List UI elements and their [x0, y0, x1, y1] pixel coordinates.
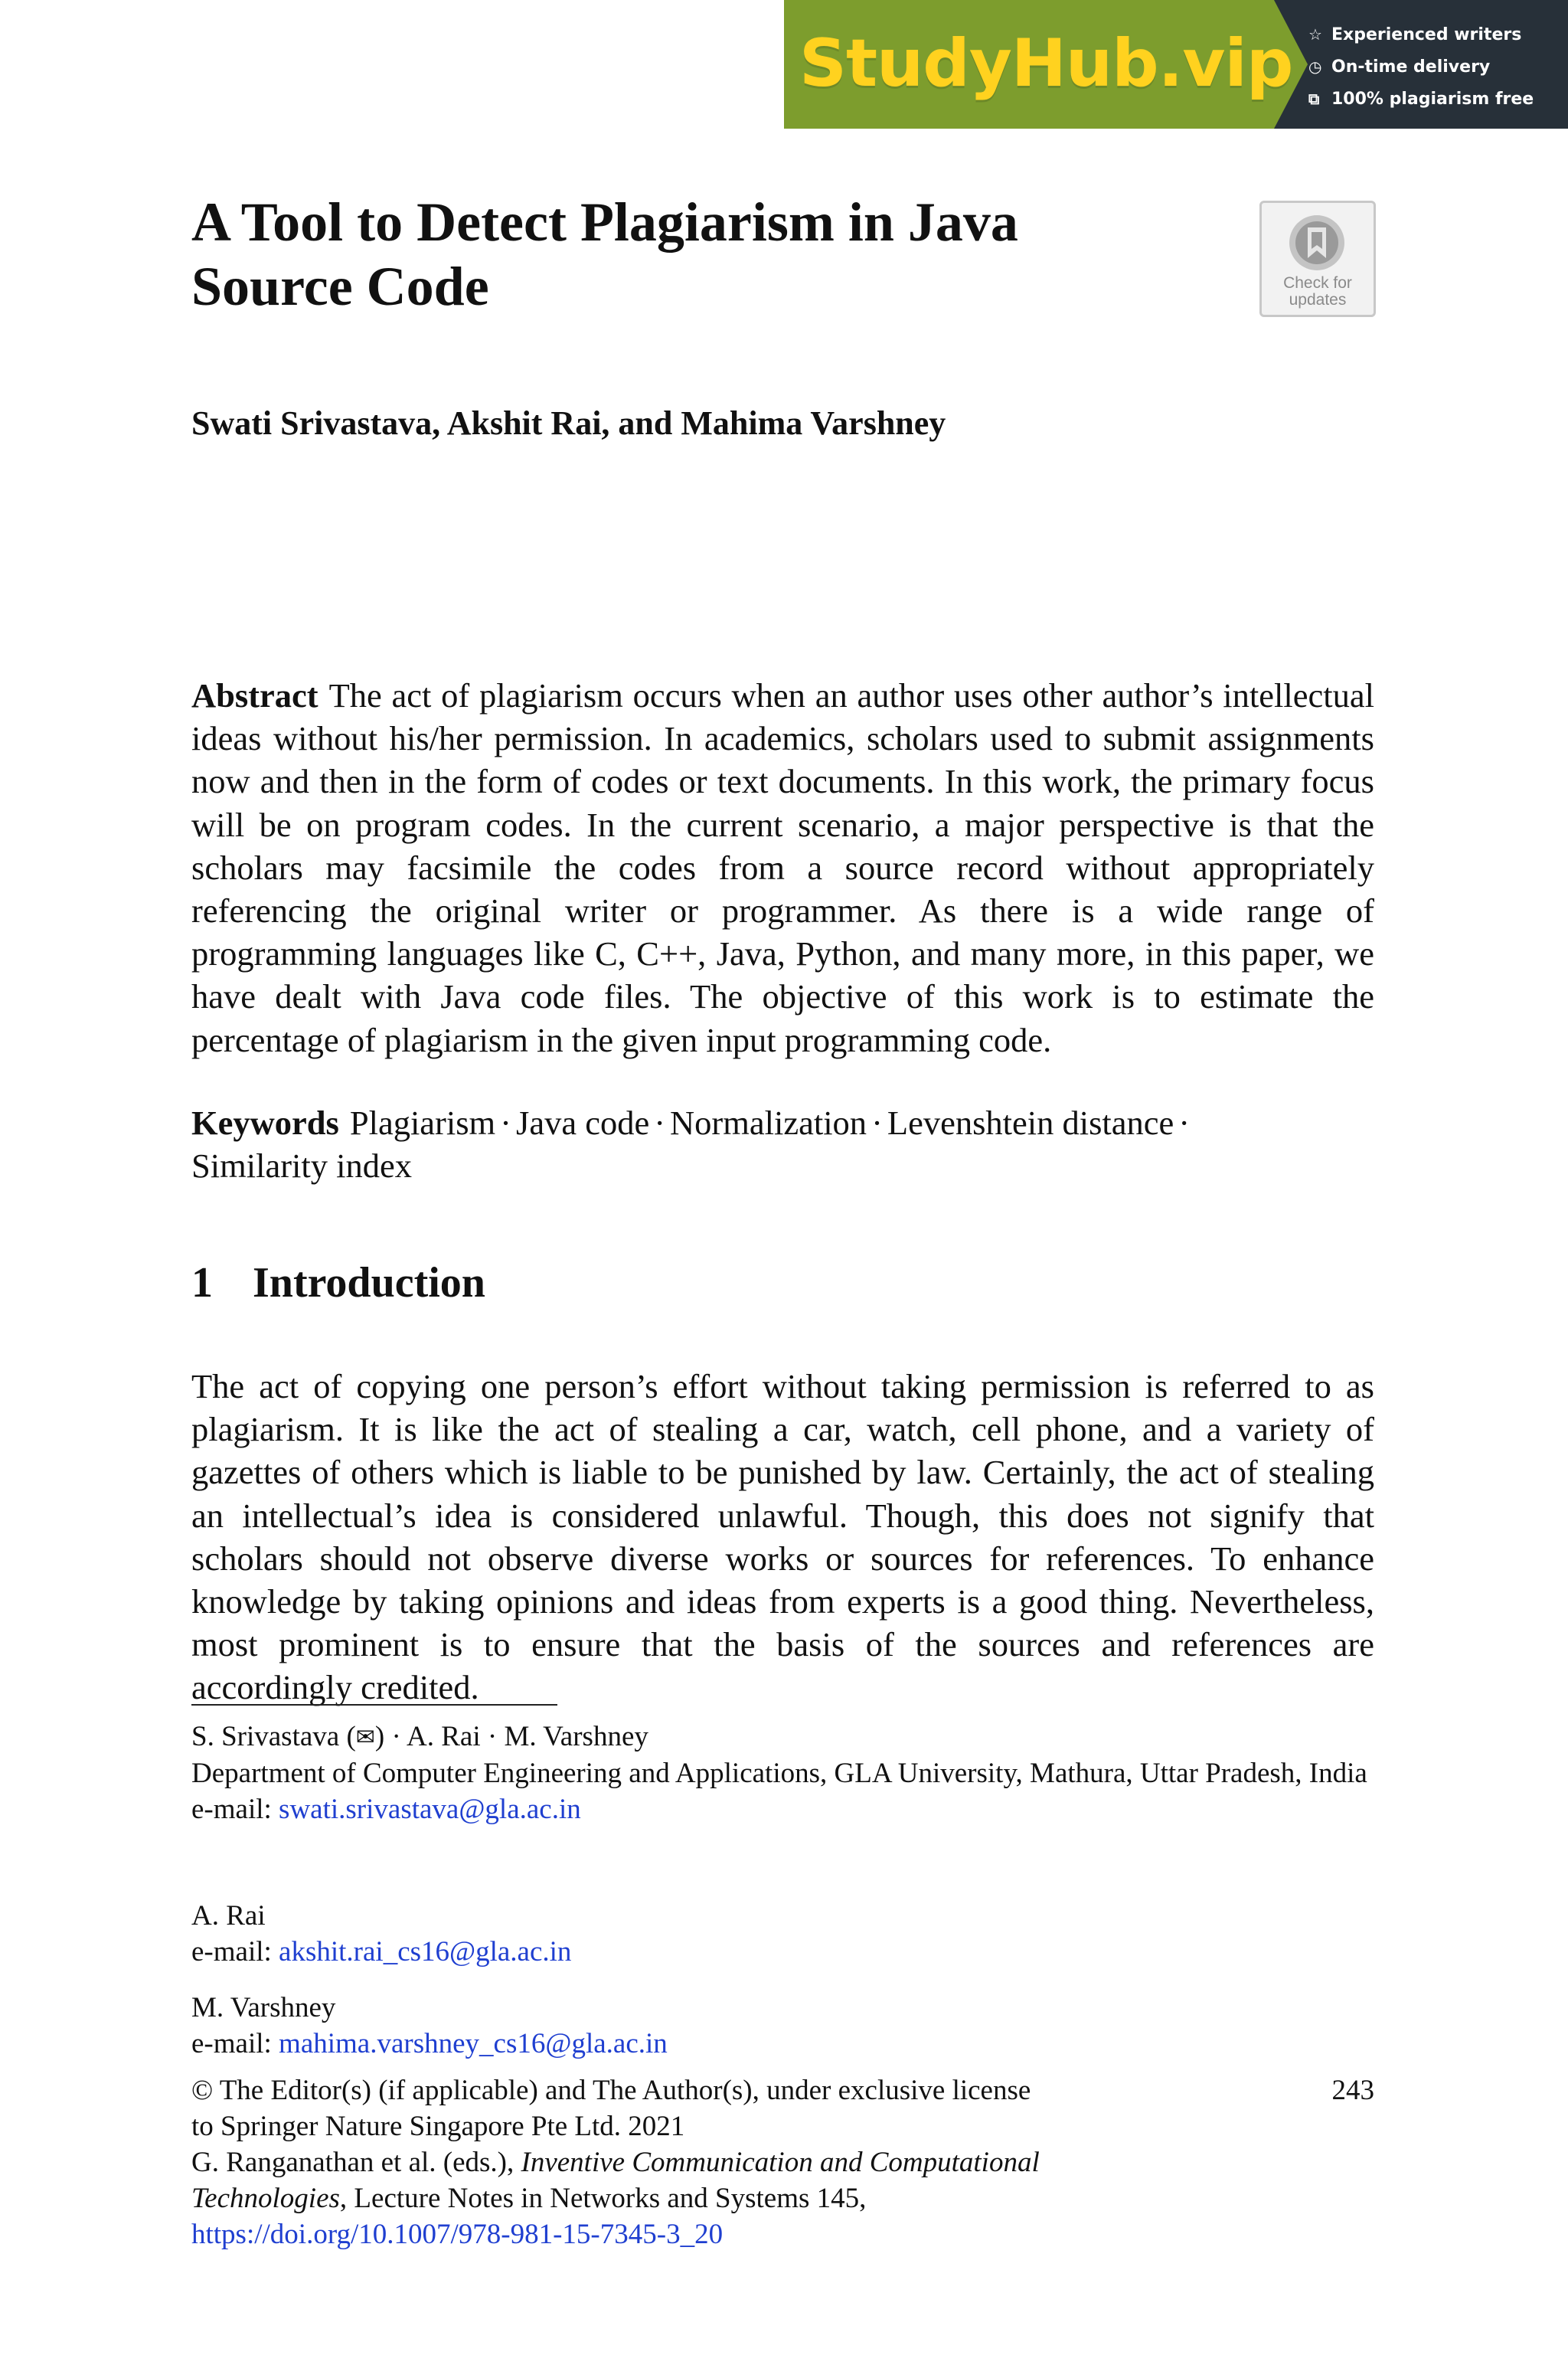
keywords-label: Keywords: [191, 1104, 339, 1142]
check-for-updates-badge[interactable]: [1259, 201, 1376, 317]
citation-series: , Lecture Notes in Networks and Systems 145,: [339, 2183, 867, 2214]
doi-link[interactable]: https://doi.org/10.1007/978-981-15-7345-3_20: [191, 2219, 724, 2250]
feature-label: On-time delivery: [1331, 57, 1491, 77]
envelope-icon: ✉: [355, 1724, 375, 1751]
department-affiliation: Department of Computer Engineering and Applications, GLA University, Mathura, Uttar Pradesh, India: [191, 1758, 1367, 1789]
keywords: [191, 1101, 1374, 1187]
banner-feature-writers: [1308, 18, 1561, 51]
feature-label: 100% plagiarism free: [1331, 90, 1534, 109]
abstract: [191, 674, 1374, 1061]
copy-icon: ⧉: [1308, 90, 1320, 108]
citation-book-title-2: Technologies: [191, 2183, 340, 2214]
keyword-separator: ·: [654, 1104, 666, 1142]
abstract-text: The act of plagiarism occurs when an author uses other author’s intellectual ideas without his/her permission. In academics, scholars used to submit assignments now and then in the form of codes or text documents. In this work, the primary focus will be on program codes. In the current scenario, a major perspective is that the scholars may facsimile the codes from a source record without appropriately referencing the original writer or programmer. As there is a wide range of programming languages like C, C++, Java, Python, and many more, in this paper, we have dealt with Java code files. The objective of this work is to estimate the percentage of plagiarism in the given input programming code.: [191, 676, 1374, 1059]
check-for-updates-label: [1262, 275, 1374, 309]
keyword-separator: ·: [1178, 1104, 1191, 1142]
author-name-varshney: M. Varshney: [191, 1992, 336, 2023]
check-for-updates-line-2: updates: [1289, 291, 1347, 309]
keyword: Levenshtein distance: [887, 1104, 1174, 1142]
paper-title-line-2: Source Code: [191, 256, 489, 317]
banner-feature-plagiarism-free: [1308, 83, 1561, 115]
email-line-3: [191, 2026, 1374, 2062]
keyword-separator: ·: [500, 1104, 511, 1142]
star-icon: ☆: [1308, 25, 1322, 44]
bookmark-ribbon-icon: [1286, 212, 1348, 273]
citation-line-2: [191, 2180, 1148, 2216]
page-number: 243: [1331, 2075, 1374, 2106]
banner-feature-delivery: [1308, 51, 1561, 83]
doi-line: [191, 2216, 1148, 2252]
email-label: e-mail:: [191, 2028, 272, 2059]
email-label: e-mail:: [191, 1936, 272, 1967]
email-link-srivastava[interactable]: swati.srivastava@gla.ac.in: [279, 1794, 581, 1825]
citation-book-title-1: Inventive Communication and Computational: [521, 2147, 1040, 2178]
keyword: Normalization: [670, 1104, 867, 1142]
email-line-1: [191, 1791, 1374, 1827]
paper-title: [191, 190, 1156, 319]
email-link-varshney[interactable]: mahima.varshney_cs16@gla.ac.in: [279, 2028, 668, 2059]
section-title-text: Introduction: [253, 1259, 485, 1307]
banner-features: [1308, 18, 1561, 115]
affiliation-block-1: [191, 1719, 1374, 1827]
author-name-rai: A. Rai: [191, 1900, 266, 1932]
citation-line-1: [191, 2144, 1148, 2180]
feature-label: Experienced writers: [1331, 25, 1522, 44]
coauthors-suffix: ) · A. Rai · M. Varshney: [374, 1721, 648, 1752]
keyword: Similarity index: [191, 1146, 412, 1186]
corresponding-authors-line: [191, 1719, 1374, 1755]
banner-brand-logo[interactable]: StudyHub.vip: [799, 25, 1293, 102]
check-for-updates-line-1: Check for: [1283, 274, 1352, 292]
author-list: Swati Srivastava, Akshit Rai, and Mahima Varshney: [191, 404, 946, 442]
affiliation-block-3: [191, 1990, 1374, 2062]
copyright-block: [191, 2072, 1148, 2252]
keyword: Plagiarism: [349, 1104, 496, 1142]
clock-icon: ◷: [1308, 57, 1322, 76]
email-line-2: [191, 1934, 1374, 1970]
section-number: 1: [191, 1259, 213, 1307]
abstract-label: Abstract: [191, 676, 318, 715]
paper-title-line-1: A Tool to Detect Plagiarism in Java: [191, 191, 1018, 253]
keyword: Java code: [516, 1104, 650, 1142]
email-link-rai[interactable]: akshit.rai_cs16@gla.ac.in: [279, 1936, 572, 1967]
keyword-separator: ·: [871, 1104, 883, 1142]
footnote-divider: [191, 1704, 557, 1706]
citation-editors: G. Ranganathan et al. (eds.),: [191, 2147, 521, 2178]
studyhub-banner[interactable]: [784, 0, 1568, 129]
copyright-line-1: © The Editor(s) (if applicable) and The Author(s), under exclusive license: [191, 2075, 1031, 2106]
corresponding-author-prefix: S. Srivastava (: [191, 1721, 356, 1752]
affiliation-block-2: [191, 1898, 1374, 1970]
copyright-line-2: to Springer Nature Singapore Pte Ltd. 2021: [191, 2111, 685, 2142]
section-heading-introduction: [191, 1256, 1110, 1310]
introduction-paragraph: The act of copying one person’s effort without taking permission is referred to as plagiarism. It is like the act of stealing a car, watch, cell phone, and a variety of gazettes of others which is liable to be punished by law. Certainly, the act of stealing an intellectual’s idea is considered unlawful. Though, this does not signify that scholars should not observe diverse works or sources for references. To enhance knowledge by taking opinions and ideas from experts is a good thing. Nevertheless, most prominent is to ensure that the basis of the sources and references are accordingly credited.: [191, 1367, 1374, 1707]
email-label: e-mail:: [191, 1794, 272, 1825]
